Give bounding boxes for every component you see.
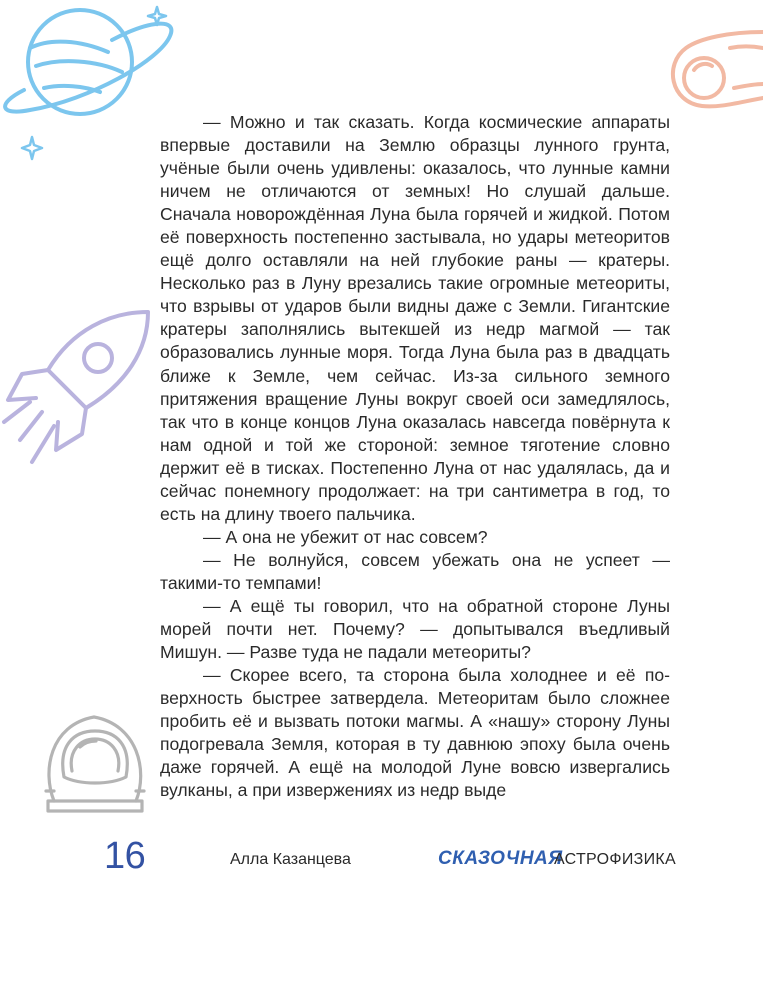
sparkle-icon	[20, 135, 44, 161]
paragraph: — Скорее всего, та сторона была холоднее и её поверхность быстрее затвердела. Метеоритам было сложнее пробить её и вызвать потоки магмы. А «нашу» сторону Луны подогревала Земля, которая в ту давнюю эпоху была очень даже горячей. А ещё на молодой Луне вовсю извергались вулканы, а при извержениях из недр выде	[160, 665, 670, 801]
author-name: Алла Казанцева	[230, 851, 351, 868]
page-number: 16	[104, 835, 146, 877]
sparkle-icon	[146, 5, 168, 27]
series-title-word2: АСТРОФИЗИКА	[554, 851, 677, 868]
meteor-icon	[660, 18, 763, 118]
paragraph: — А ещё ты говорил, что на обратной стороне Луны морей почти нет. Почему? — допытывался въедливый Мишун. — Разве туда не падали метеориты?	[160, 595, 670, 663]
series-title-word1: СКАЗОЧНАЯ	[438, 848, 563, 869]
paragraph: — А она не убежит от нас совсем?	[203, 526, 488, 547]
paragraph: — Можно и так сказать. Когда космические аппараты впервые доставили на Землю образцы лунного грунта, учёные были очень удивлены: оказалось, что лунные камни ничем не отличаются от земных! Но слушай дальше. Сначала новорождённая Луна была горячей и жидкой. Потом её поверхность постепенно застывала, но удары метеоритов ещё долго оставляли на ней глубокие раны — кратеры. Несколько раз в Луну врезались такие огромные метеориты, что взрывы от ударов были видны даже с Земли. Гигантские кратеры заполнялись вытекшей из недр магмой — так образовались лунные моря. Тогда Луна была раз в двадцать ближе к Земле, чем сейчас. Из-за сильного земного притяжения вращение Луны вокруг своей оси замедлялось, так что в конце концов Луна оказалась навсегда повёрнута к нам одной и той же стороной: земное тяготение словно держит её в тисках. Постепенно Луна от нас удалялась, да и сейчас понемногу продолжает: на три сантиметра в год, то есть на длину твоего пальчика.	[160, 112, 670, 524]
rocket-icon	[0, 300, 160, 480]
astronaut-helmet-icon	[40, 705, 150, 817]
paragraph: — Не волнуйся, совсем убежать она не успеет — такими-то темпами!	[160, 549, 670, 593]
body-text	[160, 111, 670, 802]
